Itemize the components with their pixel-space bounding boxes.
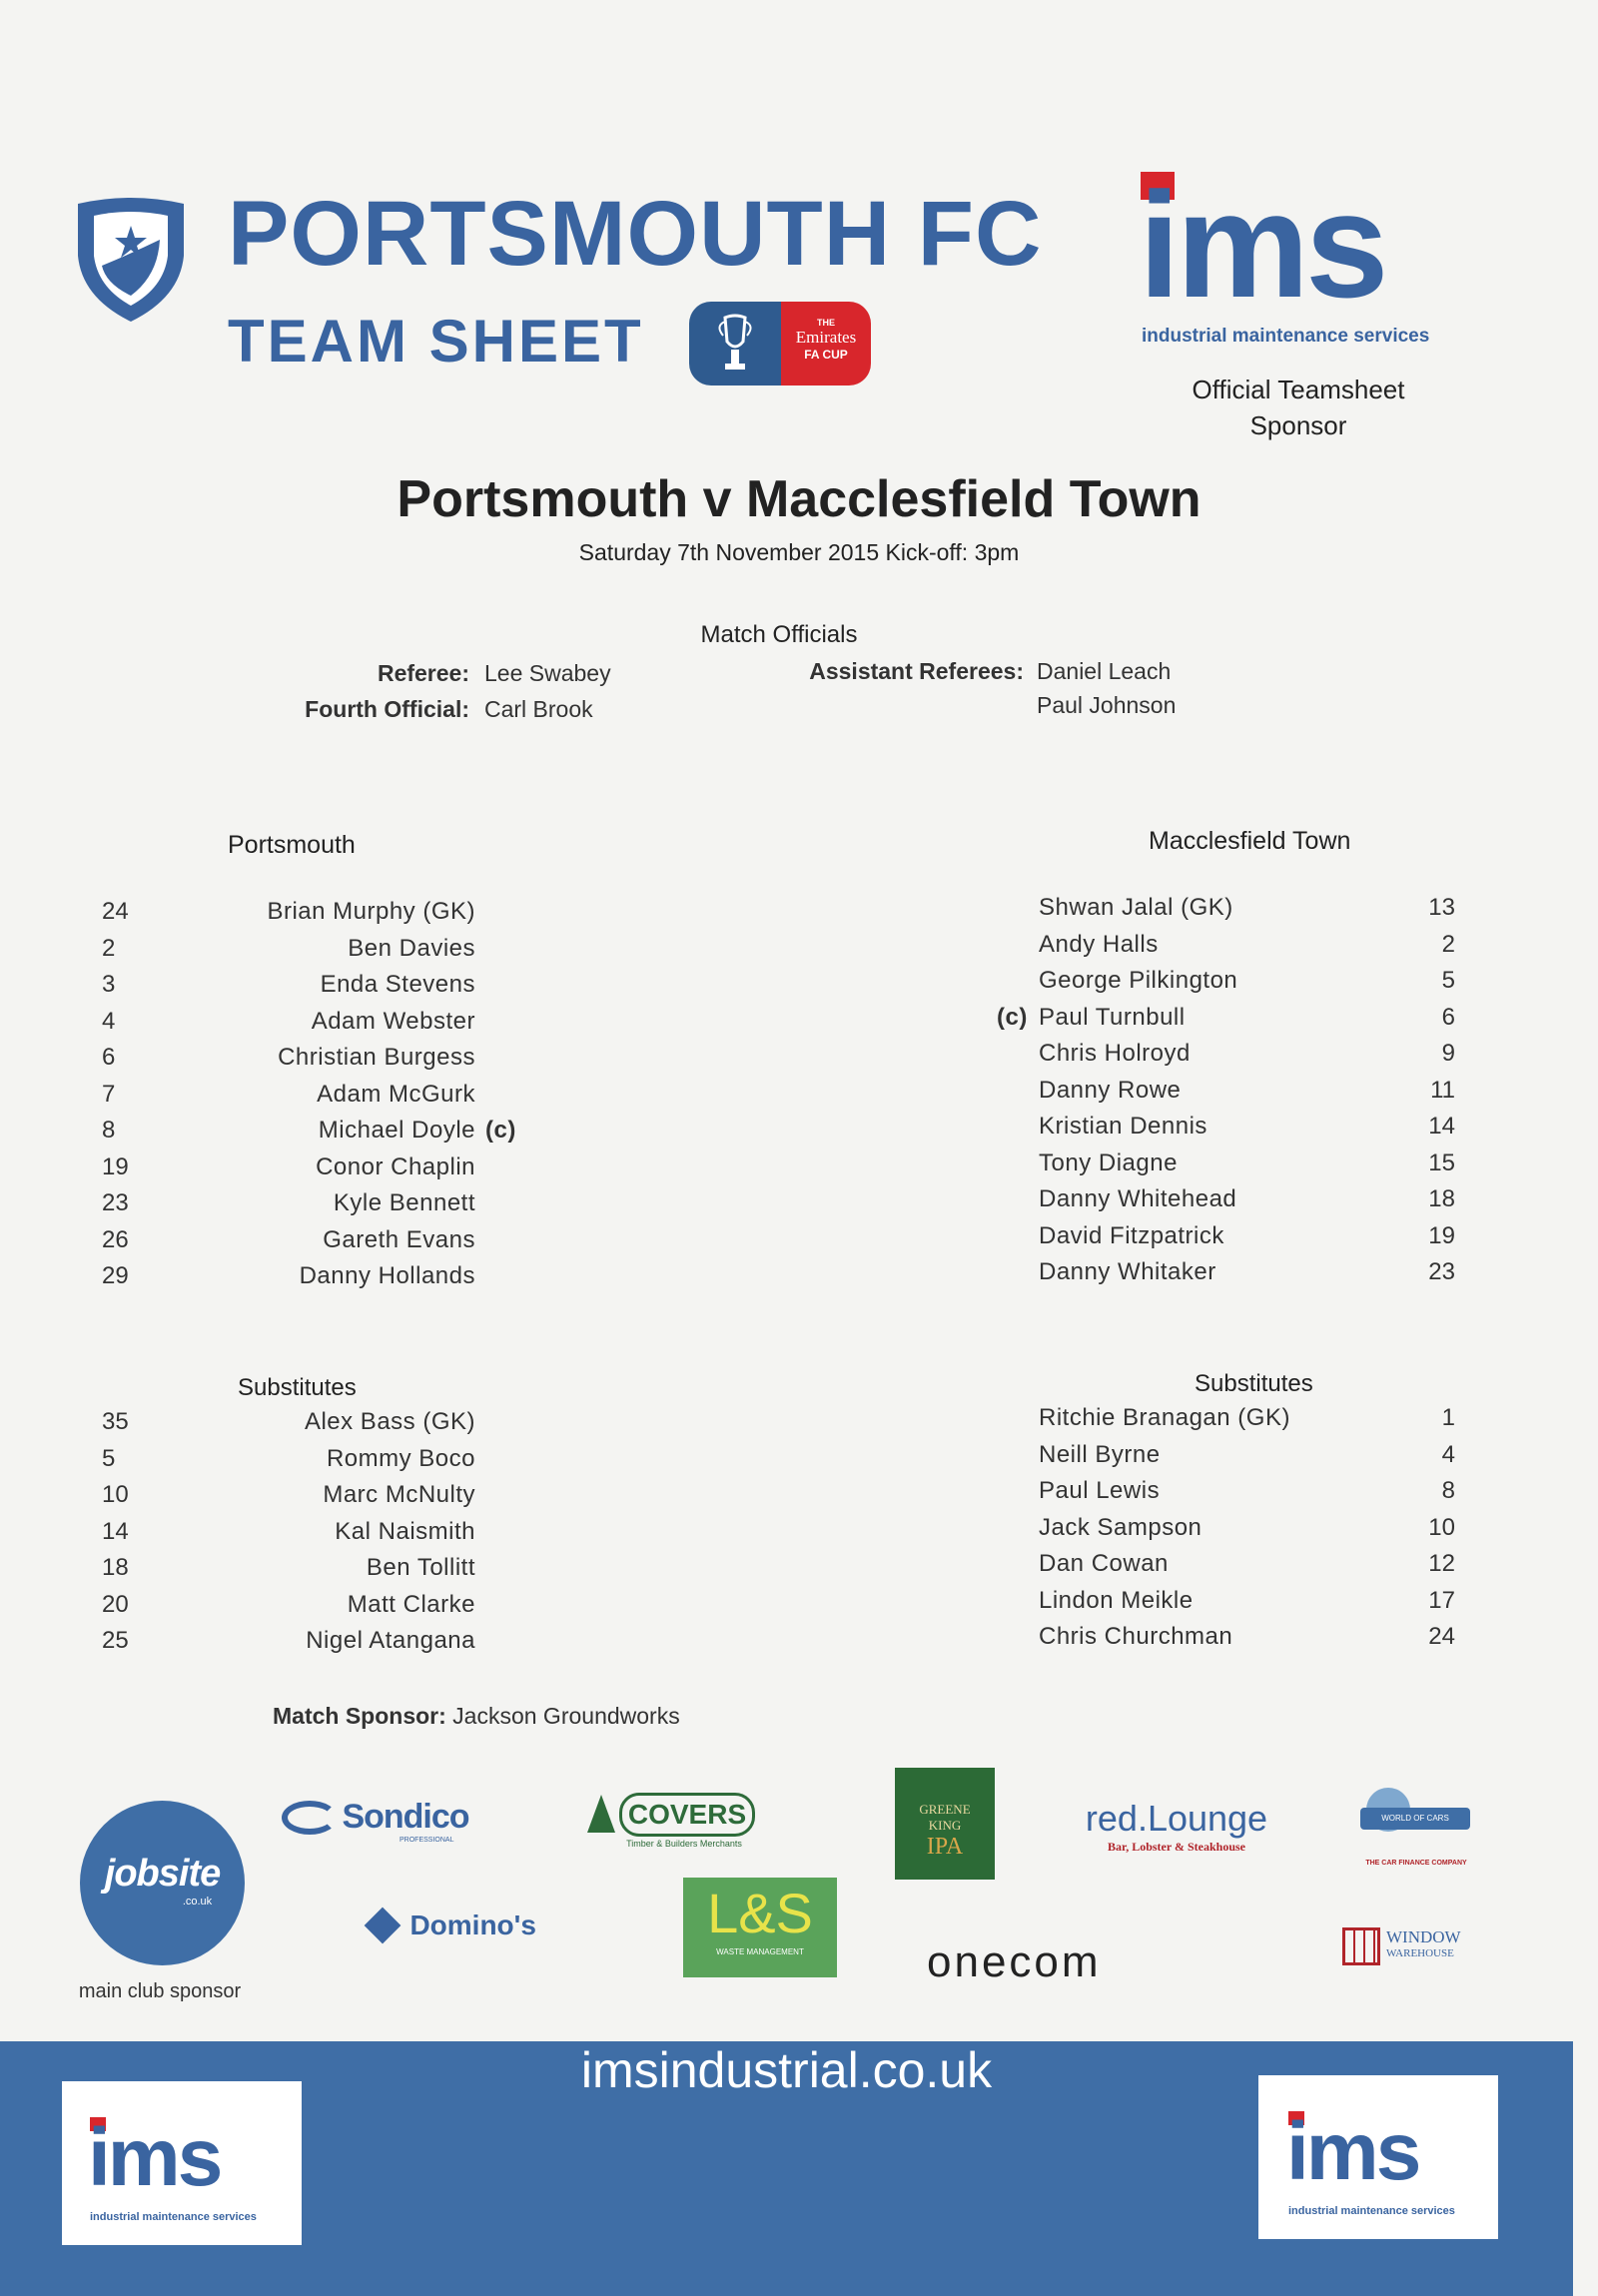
officials-heading: Match Officials <box>700 621 858 648</box>
player-name: Enda Stevens <box>320 971 475 998</box>
sondico-wordmark: Sondico <box>342 1798 469 1836</box>
covers-logo <box>587 1793 767 1853</box>
player-name: Neill Byrne <box>1039 1440 1161 1468</box>
player-row <box>0 1441 1598 1477</box>
greene-king-line-2: KING <box>928 1818 962 1833</box>
ls-sub: WASTE MANAGEMENT <box>716 1947 804 1956</box>
player-row <box>0 1404 1598 1440</box>
fourth-official-label: Fourth Official: <box>305 696 469 722</box>
tree-icon <box>587 1795 615 1833</box>
player-row <box>0 931 1598 967</box>
world-of-cars-wordmark: WORLD OF CARS <box>1360 1808 1470 1830</box>
jobsite-caption: main club sponsor <box>78 1980 242 2002</box>
player-row <box>0 967 1598 1003</box>
assistant-referee-2: Paul Johnson <box>1037 692 1177 718</box>
fourth-official-name: Carl Brook <box>484 696 593 722</box>
squad-number: 5 <box>1441 967 1455 994</box>
player-row <box>0 1077 1598 1113</box>
greene-king-line-3: IPA <box>926 1834 964 1860</box>
sondico-logo <box>282 1798 481 1848</box>
player-name: Danny Rowe <box>1039 1076 1182 1104</box>
squad-number: 23 <box>1428 1258 1455 1285</box>
match-sponsor <box>273 1703 680 1730</box>
squad-number: 15 <box>1428 1148 1455 1176</box>
squad-number: 10 <box>1428 1513 1455 1541</box>
player-name: Brian Murphy (GK) <box>267 898 475 925</box>
player-name: Jack Sampson <box>1039 1513 1202 1541</box>
squad-number: 8 <box>1441 1477 1455 1504</box>
captain-marker: (c) <box>485 1117 516 1144</box>
match-sponsor-name: Jackson Groundworks <box>452 1703 680 1729</box>
squad-number: 20 <box>102 1590 129 1618</box>
fa-cup-brand: Emirates <box>795 328 857 347</box>
squad-number: 14 <box>1428 1113 1455 1140</box>
footer-bar <box>0 2041 1573 2296</box>
squad-number: 9 <box>1441 1040 1455 1067</box>
fa-cup-comp: FA CUP <box>804 348 848 362</box>
trophy-icon <box>689 302 781 385</box>
player-name: Ritchie Branagan (GK) <box>1039 1404 1290 1431</box>
player-row <box>0 1258 1598 1294</box>
covers-sub: Timber & Builders Merchants <box>626 1839 742 1849</box>
player-row <box>0 1514 1598 1550</box>
player-name: Danny Whitehead <box>1039 1185 1237 1212</box>
player-name: Rommy Boco <box>326 1444 475 1472</box>
squad-number: 8 <box>102 1117 116 1144</box>
squad-number: 29 <box>102 1262 129 1289</box>
ims-tagline: industrial maintenance services <box>1142 326 1430 347</box>
squad-number: 3 <box>102 971 116 998</box>
squad-number: 4 <box>1441 1440 1455 1468</box>
player-row <box>0 1477 1598 1513</box>
home-team-heading: Portsmouth <box>228 831 356 859</box>
player-row <box>0 1587 1598 1623</box>
sondico-sub: PROFESSIONAL <box>400 1837 454 1844</box>
footer-ims-right-tagline: industrial maintenance services <box>1288 2205 1455 2217</box>
greene-king-logo <box>895 1768 995 1880</box>
player-name: Dan Cowan <box>1039 1550 1169 1577</box>
player-name: George Pilkington <box>1039 967 1238 994</box>
squad-number: 2 <box>102 934 116 962</box>
away-subs-heading: Substitutes <box>1195 1370 1313 1397</box>
player-row <box>0 894 1598 930</box>
covers-wordmark: COVERS <box>619 1793 755 1837</box>
captain-marker: (c) <box>997 1003 1028 1031</box>
ims-logo: ims <box>1139 161 1385 329</box>
squad-number: 6 <box>1441 1003 1455 1031</box>
player-name: Michael Doyle <box>318 1117 475 1144</box>
squad-number: 14 <box>102 1517 129 1545</box>
player-name: Alex Bass (GK) <box>304 1408 475 1435</box>
squad-number: 13 <box>1428 894 1455 921</box>
squad-number: 1 <box>1441 1404 1455 1431</box>
match-title: Portsmouth v Macclesfield Town <box>397 470 1201 528</box>
squad-number: 12 <box>1428 1550 1455 1577</box>
squad-number: 7 <box>102 1080 116 1108</box>
footer-ims-right-logo: ims <box>1286 2106 1419 2197</box>
window-warehouse-logo <box>1342 1923 1482 1971</box>
red-lounge-wordmark: red.Lounge <box>1085 1798 1268 1839</box>
player-name: Matt Clarke <box>347 1590 475 1618</box>
player-name: Ben Davies <box>348 934 475 962</box>
player-row <box>0 1550 1598 1586</box>
player-name: Kyle Bennett <box>333 1189 475 1216</box>
squad-number: 24 <box>102 898 129 925</box>
fa-cup-top: THE <box>817 318 835 328</box>
referee-name: Lee Swabey <box>484 660 611 686</box>
player-row <box>0 1623 1598 1659</box>
assistant-referee-1: Daniel Leach <box>1037 658 1172 684</box>
footer-ims-left-tagline: industrial maintenance services <box>90 2211 257 2223</box>
fa-cup-badge <box>689 302 871 385</box>
sponsor-label-line-2: Sponsor <box>1249 410 1347 441</box>
player-row <box>0 1040 1598 1076</box>
sponsor-label-line-1: Official Teamsheet <box>1192 375 1405 404</box>
player-row <box>0 1004 1598 1040</box>
official-sponsor-label <box>1149 372 1448 444</box>
match-sponsor-label: Match Sponsor: <box>273 1703 446 1729</box>
player-name: Paul Turnbull <box>1039 1003 1186 1031</box>
domino-tile-icon <box>365 1908 401 1944</box>
player-name: Danny Hollands <box>299 1262 475 1289</box>
assistant-referees-label: Assistant Referees: <box>809 658 1024 684</box>
footer-ims-right <box>1258 2075 1498 2239</box>
home-subs-heading: Substitutes <box>238 1374 357 1401</box>
squad-number: 11 <box>1430 1076 1455 1104</box>
club-name: PORTSMOUTH FC <box>228 183 1043 285</box>
jobsite-wordmark: jobsite <box>104 1853 221 1895</box>
player-name: Tony Diagne <box>1039 1148 1178 1176</box>
world-of-cars-logo <box>1356 1786 1476 1876</box>
player-name: Adam Webster <box>311 1007 475 1035</box>
squad-number: 10 <box>102 1481 129 1508</box>
red-lounge-sub: Bar, Lobster & Steakhouse <box>1107 1840 1246 1854</box>
player-name: Christian Burgess <box>278 1044 475 1071</box>
player-name: Ben Tollitt <box>366 1554 475 1581</box>
squad-number: 35 <box>102 1408 129 1435</box>
squad-number: 25 <box>102 1627 129 1654</box>
player-name: Paul Lewis <box>1039 1477 1161 1504</box>
player-name: Gareth Evans <box>323 1225 475 1253</box>
referee-label: Referee: <box>377 660 469 686</box>
player-name: Lindon Meikle <box>1039 1586 1194 1614</box>
footer-website[interactable]: imsindustrial.co.uk <box>580 2042 993 2098</box>
window-icon <box>1342 1927 1380 1965</box>
player-name: Andy Halls <box>1039 930 1159 958</box>
ls-wordmark: L&S <box>707 1882 813 1944</box>
squad-number: 6 <box>102 1044 116 1071</box>
player-name: Kal Naismith <box>335 1517 475 1545</box>
player-name: David Fitzpatrick <box>1039 1221 1224 1249</box>
squad-number: 2 <box>1441 930 1455 958</box>
squad-number: 18 <box>102 1554 129 1581</box>
greene-king-line-1: GREENE <box>919 1802 971 1817</box>
dominos-wordmark: Domino's <box>409 1910 536 1940</box>
player-name: Danny Whitaker <box>1039 1258 1216 1285</box>
player-name: Shwan Jalal (GK) <box>1039 894 1233 921</box>
player-name: Marc McNulty <box>323 1481 475 1508</box>
squad-number: 26 <box>102 1225 129 1253</box>
player-row <box>0 1185 1598 1221</box>
squad-number: 17 <box>1428 1586 1455 1614</box>
jobsite-suffix: .co.uk <box>182 1896 213 1908</box>
footer-ims-left <box>62 2081 302 2245</box>
window-line-1: WINDOW <box>1386 1927 1461 1946</box>
jobsite-logo <box>80 1801 245 1965</box>
away-team-heading: Macclesfield Town <box>1149 827 1351 855</box>
squad-number: 19 <box>1428 1221 1455 1249</box>
squad-number: 24 <box>1428 1623 1455 1650</box>
squad-number: 18 <box>1428 1185 1455 1212</box>
sheet-title: TEAM SHEET <box>228 308 644 375</box>
player-row <box>0 1113 1598 1148</box>
sondico-swoosh-icon <box>282 1801 338 1835</box>
club-crest <box>72 196 190 326</box>
squad-number: 4 <box>102 1007 116 1035</box>
squad-number: 23 <box>102 1189 129 1216</box>
player-name: Adam McGurk <box>317 1080 475 1108</box>
squad-number: 5 <box>102 1444 116 1472</box>
car-finance-text: THE CAR FINANCE COMPANY <box>1365 1860 1467 1867</box>
player-name: Kristian Dennis <box>1039 1113 1207 1140</box>
ls-logo <box>683 1878 837 1977</box>
player-name: Chris Churchman <box>1039 1623 1233 1650</box>
player-name: Chris Holroyd <box>1039 1040 1191 1067</box>
onecom-logo <box>927 1937 1187 1987</box>
onecom-wordmark: onecom <box>927 1937 1102 1986</box>
squad-number: 19 <box>102 1152 129 1180</box>
footer-ims-left-logo: ims <box>88 2112 221 2203</box>
match-date: Saturday 7th November 2015 Kick-off: 3pm <box>578 539 1020 565</box>
dominos-logo <box>370 1910 569 1949</box>
player-row <box>0 1222 1598 1258</box>
player-row <box>0 1149 1598 1185</box>
player-name: Conor Chaplin <box>316 1152 475 1180</box>
red-lounge-logo <box>1057 1798 1296 1855</box>
crest-shield-icon <box>72 196 190 326</box>
player-name: Nigel Atangana <box>306 1627 475 1654</box>
window-line-2: WAREHOUSE <box>1386 1947 1454 1959</box>
